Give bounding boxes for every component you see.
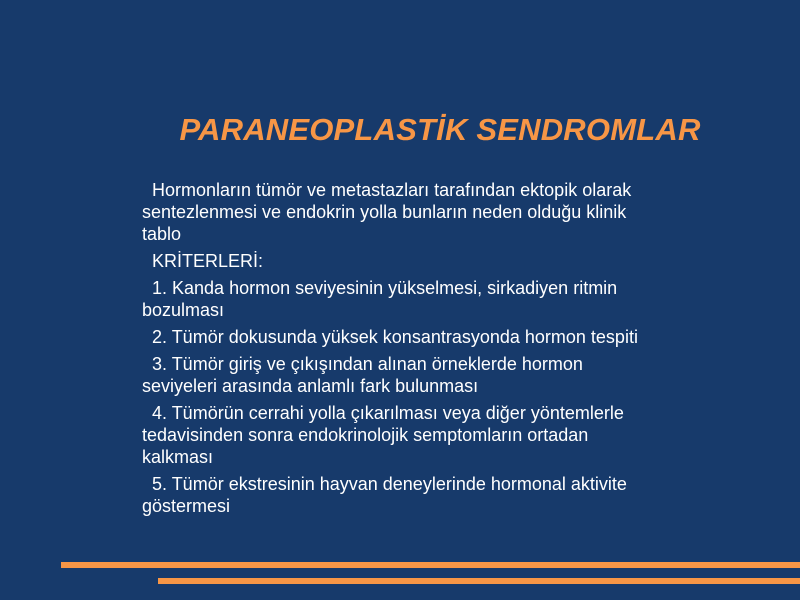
criterion-line: tedavisinden sonra endokrinolojik semptomların ortadan: [142, 425, 589, 445]
criterion-line: bozulması: [142, 300, 225, 320]
criterion-line: göstermesi: [142, 496, 231, 516]
criterion-item: [142, 473, 782, 517]
criterion-item: [142, 326, 782, 348]
criterion-line: 5. Tümör ekstresinin hayvan deneylerinde hormonal aktivite: [152, 474, 627, 494]
criterion-line: 3. Tümör giriş ve çıkışından alınan örneklerde hormon: [152, 354, 583, 374]
intro-paragraph: [142, 179, 782, 245]
intro-line: tablo: [142, 224, 182, 244]
intro-line: Hormonların tümör ve metastazları tarafından ektopik olarak: [152, 180, 632, 200]
criterion-line: kalkması: [142, 447, 214, 467]
criterion-line: seviyeleri arasında anlamlı fark bulunması: [142, 376, 479, 396]
decorative-accent-line-bottom: [158, 578, 800, 584]
criterion-item: [142, 353, 782, 397]
criterion-item: [142, 277, 782, 321]
criterion-item: [142, 402, 782, 468]
slide-title: PARANEOPLASTİK SENDROMLAR: [179, 112, 701, 147]
criterion-line: 2. Tümör dokusunda yüksek konsantrasyonda hormon tespiti: [152, 327, 638, 347]
slide-body: [142, 179, 782, 517]
criteria-heading: KRİTERLERİ:: [152, 251, 264, 271]
criterion-line: 4. Tümörün cerrahi yolla çıkarılması veya diğer yöntemlerle: [152, 403, 624, 423]
intro-line: sentezlenmesi ve endokrin yolla bunların neden olduğu klinik: [142, 202, 627, 222]
decorative-accent-line-top: [61, 562, 800, 568]
criterion-line: 1. Kanda hormon seviyesinin yükselmesi, sirkadiyen ritmin: [152, 278, 618, 298]
